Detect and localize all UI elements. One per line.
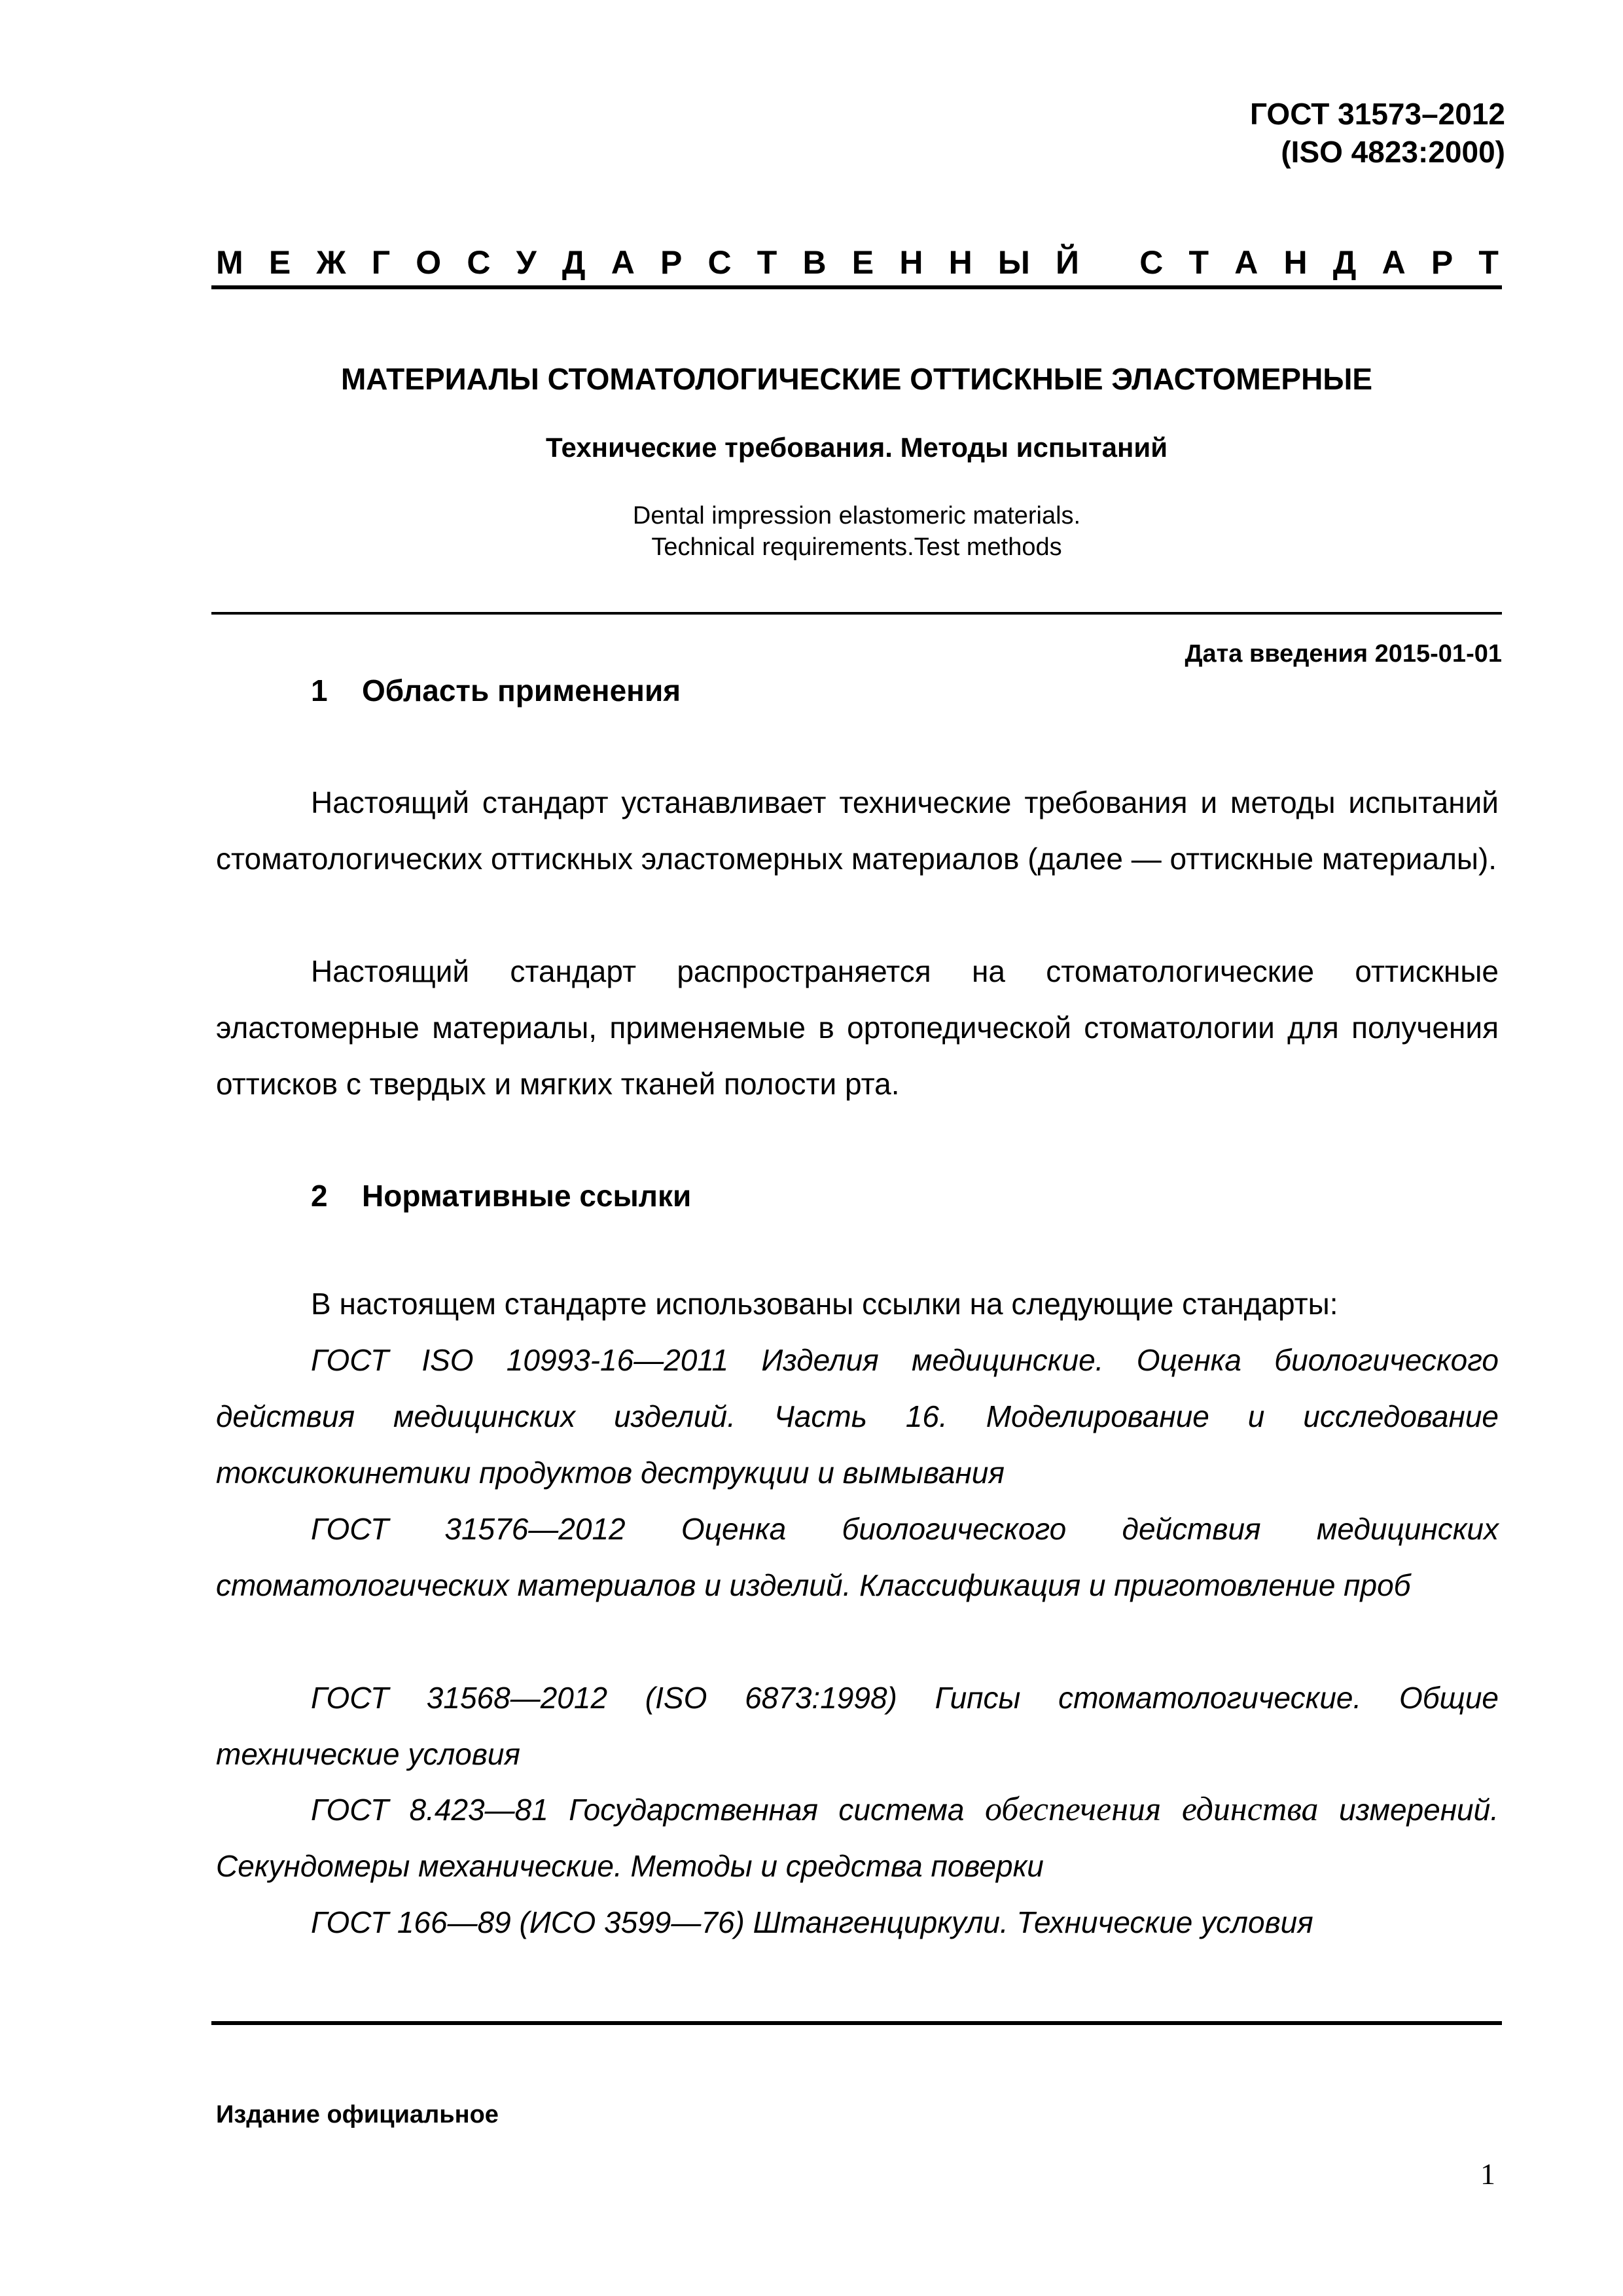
document-code [1250, 95, 1505, 171]
section-1-paragraph-2: Настоящий стандарт распространяется на стоматологические оттискные эластомерные материалы, применяемые в ортопедической стоматологии для получения оттисков с твердых и мягких тканей полости рта. [216, 954, 1499, 1101]
interstate-letter: Г [371, 244, 391, 281]
interstate-letter: У [516, 244, 537, 281]
section-1-title: Область применения [362, 673, 681, 708]
reference-gost-31568: ГОСТ 31568—2012 (ISO 6873:1998) Гипсы стоматологические. Общие технические условия [216, 1681, 1499, 1771]
reference-gost-8-423-part2: обеспечения единства [984, 1791, 1319, 1828]
interstate-letter: Д [1332, 244, 1357, 281]
section-2-heading [311, 1178, 691, 1213]
interstate-letter: С [1139, 244, 1164, 281]
interstate-letter: Ы [997, 244, 1030, 281]
section-2-title: Нормативные ссылки [362, 1179, 692, 1213]
interstate-letter: С [467, 244, 491, 281]
interstate-letter: О [416, 244, 442, 281]
interstate-letter: Р [660, 244, 683, 281]
interstate-standard-heading [216, 243, 1499, 281]
interstate-letter: Ж [316, 244, 346, 281]
interstate-letter: Н [899, 244, 923, 281]
interstate-letter: Т [1478, 244, 1499, 281]
reference-gost-31576: ГОСТ 31576—2012 Оценка биологического действия медицинских стоматологических материалов и изделий. Классификация и приготовление проб [216, 1512, 1499, 1602]
interstate-letter: Т [757, 244, 777, 281]
footer-rule [211, 2021, 1502, 2025]
interstate-letter: Н [1283, 244, 1308, 281]
interstate-letter: А [1382, 244, 1406, 281]
interstate-letter: Т [1188, 244, 1209, 281]
interstate-letter: Р [1431, 244, 1454, 281]
interstate-letter: А [1234, 244, 1258, 281]
section-2-number: 2 [311, 1179, 328, 1213]
interstate-letter: Й [1056, 244, 1079, 281]
interstate-letter: М [216, 244, 243, 281]
document-title: МАТЕРИАЛЫ СТОМАТОЛОГИЧЕСКИЕ ОТТИСКНЫЕ ЭЛАСТОМЕРНЫЕ [340, 362, 1373, 396]
interstate-letter [1105, 243, 1114, 281]
section-1-heading [311, 673, 681, 708]
reference-gost-8-423 [216, 1782, 1499, 1894]
interstate-letter: Д [562, 244, 586, 281]
gost-number: ГОСТ 31573–2012 [1249, 97, 1505, 131]
reference-gost-iso-10993-16: ГОСТ ISO 10993-16—2011 Изделия медицинские. Оценка биологического действия медицинских изделий. Часть 16. Моделирование и исследование токсикокинетики продуктов деструкции и вымывания [216, 1343, 1499, 1490]
english-title-line2: Technical requirements.Test methods [651, 533, 1062, 561]
english-title [211, 500, 1502, 563]
introduction-date: Дата введения 2015-01-01 [1185, 640, 1502, 668]
top-rule [211, 285, 1502, 289]
interstate-letter: А [611, 244, 635, 281]
official-edition-label: Издание официальное [216, 2101, 499, 2128]
page-number: 1 [1480, 2157, 1495, 2191]
section-2-intro: В настоящем стандарте использованы ссылки на следующие стандарты: [311, 1287, 1338, 1321]
interstate-letter: Е [268, 244, 291, 281]
section-1-number: 1 [311, 673, 328, 708]
section-1-paragraph-1: Настоящий стандарт устанавливает технические требования и методы испытаний стоматологических оттискных эластомерных материалов (далее — оттискные материалы). [216, 785, 1499, 876]
document-subtitle: Технические требования. Методы испытаний [545, 432, 1168, 463]
interstate-letter: Н [948, 244, 972, 281]
reference-gost-166: ГОСТ 166—89 (ИСО 3599—76) Штангенциркули. Технические условия [311, 1905, 1313, 1939]
interstate-letter: С [707, 244, 732, 281]
interstate-letter: Е [851, 244, 874, 281]
interstate-letter: В [802, 244, 827, 281]
title-rule [211, 612, 1502, 615]
iso-number: (ISO 4823:2000) [1281, 135, 1505, 169]
english-title-line1: Dental impression elastomeric materials. [632, 502, 1081, 529]
reference-gost-8-423-part3: измерений. Секундомеры механические. Методы и средства поверки [216, 1793, 1499, 1883]
reference-gost-8-423-part1: ГОСТ 8.423—81 Государственная система [311, 1793, 985, 1827]
